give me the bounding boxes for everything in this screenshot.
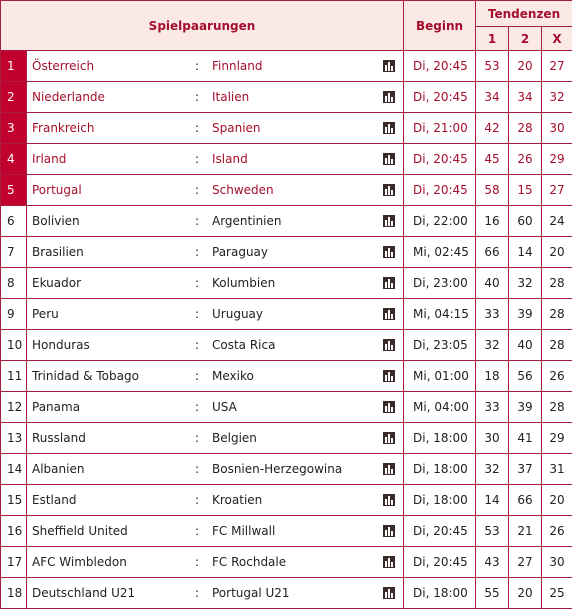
away-team[interactable]: Paraguay xyxy=(212,245,269,259)
away-team[interactable]: Costa Rica xyxy=(212,338,276,352)
row-number: 6 xyxy=(1,206,27,237)
away-team[interactable]: Uruguay xyxy=(212,307,263,321)
tendency-x: 27 xyxy=(542,175,572,206)
table-row[interactable] xyxy=(1,175,572,206)
header-start: Beginn xyxy=(404,1,476,51)
kickoff-time: Mi, 01:00 xyxy=(404,361,476,392)
table-row[interactable] xyxy=(1,299,572,330)
tendency-2: 66 xyxy=(509,485,542,516)
table-row[interactable] xyxy=(1,82,572,113)
kickoff-time: Di, 22:00 xyxy=(404,206,476,237)
statistics-icon[interactable] xyxy=(383,339,395,351)
tendency-2: 20 xyxy=(509,51,542,82)
match-cell[interactable] xyxy=(27,330,404,361)
table-row[interactable] xyxy=(1,578,572,609)
tendency-x: 30 xyxy=(542,547,572,578)
match-cell[interactable] xyxy=(27,144,404,175)
statistics-icon[interactable] xyxy=(383,525,395,537)
separator: : xyxy=(195,214,200,228)
match-cell[interactable] xyxy=(27,578,404,609)
tendency-2: 41 xyxy=(509,423,542,454)
separator: : xyxy=(195,90,200,104)
kickoff-time: Di, 20:45 xyxy=(404,51,476,82)
match-cell[interactable] xyxy=(27,206,404,237)
tendency-2: 28 xyxy=(509,113,542,144)
separator: : xyxy=(195,586,200,600)
table-row[interactable] xyxy=(1,144,572,175)
tendency-x: 29 xyxy=(542,423,572,454)
tendency-x: 29 xyxy=(542,144,572,175)
tendency-2: 32 xyxy=(509,268,542,299)
home-team[interactable]: Irland xyxy=(32,152,67,166)
tendency-1: 32 xyxy=(476,330,509,361)
tendency-2: 37 xyxy=(509,454,542,485)
tendency-2: 20 xyxy=(509,578,542,609)
kickoff-time: Di, 18:00 xyxy=(404,454,476,485)
statistics-icon[interactable] xyxy=(383,60,395,72)
separator: : xyxy=(195,369,200,383)
statistics-icon[interactable] xyxy=(383,556,395,568)
home-team[interactable]: Bolivien xyxy=(32,214,80,228)
tendency-1: 53 xyxy=(476,51,509,82)
kickoff-time: Di, 20:45 xyxy=(404,516,476,547)
home-team[interactable]: Brasilien xyxy=(32,245,84,259)
home-team[interactable]: AFC Wimbledon xyxy=(32,555,127,569)
tendency-1: 58 xyxy=(476,175,509,206)
table-row[interactable] xyxy=(1,454,572,485)
row-number: 14 xyxy=(1,454,27,485)
statistics-icon[interactable] xyxy=(383,91,395,103)
statistics-icon[interactable] xyxy=(383,370,395,382)
tendency-1: 18 xyxy=(476,361,509,392)
separator: : xyxy=(195,338,200,352)
away-team[interactable]: FC Millwall xyxy=(212,524,276,538)
match-cell[interactable] xyxy=(27,268,404,299)
match-cell[interactable] xyxy=(27,485,404,516)
tendency-2: 39 xyxy=(509,392,542,423)
kickoff-time: Di, 18:00 xyxy=(404,423,476,454)
header-tendencies: Tendenzen xyxy=(476,1,572,27)
table-row[interactable] xyxy=(1,330,572,361)
kickoff-time: Di, 18:00 xyxy=(404,485,476,516)
separator: : xyxy=(195,152,200,166)
row-number: 2 xyxy=(1,82,27,113)
away-team[interactable]: Italien xyxy=(212,90,250,104)
header-matches: Spielpaarungen xyxy=(1,1,404,51)
kickoff-time: Mi, 04:15 xyxy=(404,299,476,330)
row-number: 12 xyxy=(1,392,27,423)
kickoff-time: Mi, 02:45 xyxy=(404,237,476,268)
tendency-1: 33 xyxy=(476,392,509,423)
table-row[interactable] xyxy=(1,51,572,82)
tendency-x: 28 xyxy=(542,268,572,299)
match-cell[interactable] xyxy=(27,299,404,330)
tendency-x: 27 xyxy=(542,51,572,82)
statistics-icon[interactable] xyxy=(383,308,395,320)
row-number: 18 xyxy=(1,578,27,609)
match-cell[interactable] xyxy=(27,392,404,423)
statistics-icon[interactable] xyxy=(383,494,395,506)
tendency-x: 26 xyxy=(542,361,572,392)
row-number: 13 xyxy=(1,423,27,454)
kickoff-time: Mi, 04:00 xyxy=(404,392,476,423)
separator: : xyxy=(195,462,200,476)
home-team[interactable]: Estland xyxy=(32,493,77,507)
row-number: 15 xyxy=(1,485,27,516)
statistics-icon[interactable] xyxy=(383,215,395,227)
kickoff-time: Di, 20:45 xyxy=(404,547,476,578)
statistics-icon[interactable] xyxy=(383,153,395,165)
away-team[interactable]: Belgien xyxy=(212,431,257,445)
away-team[interactable]: Schweden xyxy=(212,183,274,197)
kickoff-time: Di, 23:00 xyxy=(404,268,476,299)
table-row[interactable] xyxy=(1,485,572,516)
tendency-x: 28 xyxy=(542,392,572,423)
match-cell[interactable] xyxy=(27,51,404,82)
tendency-x: 20 xyxy=(542,485,572,516)
header-tendency-1: 1 xyxy=(476,27,509,51)
kickoff-time: Di, 20:45 xyxy=(404,144,476,175)
statistics-icon[interactable] xyxy=(383,122,395,134)
tendency-x: 26 xyxy=(542,516,572,547)
tendency-1: 40 xyxy=(476,268,509,299)
home-team[interactable]: Panama xyxy=(32,400,81,414)
match-cell[interactable] xyxy=(27,516,404,547)
home-team[interactable]: Österreich xyxy=(32,59,95,73)
tendency-1: 42 xyxy=(476,113,509,144)
home-team[interactable]: Peru xyxy=(32,307,59,321)
away-team[interactable]: USA xyxy=(212,400,237,414)
tendency-x: 32 xyxy=(542,82,572,113)
away-team[interactable]: Kroatien xyxy=(212,493,263,507)
tendency-x: 20 xyxy=(542,237,572,268)
home-team[interactable]: Niederlande xyxy=(32,90,105,104)
kickoff-time: Di, 20:45 xyxy=(404,82,476,113)
separator: : xyxy=(195,121,200,135)
away-team[interactable]: Mexiko xyxy=(212,369,254,383)
table-row[interactable] xyxy=(1,113,572,144)
home-team[interactable]: Portugal xyxy=(32,183,82,197)
table-row[interactable] xyxy=(1,206,572,237)
table-row[interactable] xyxy=(1,423,572,454)
home-team[interactable]: Albanien xyxy=(32,462,85,476)
home-team[interactable]: Russland xyxy=(32,431,86,445)
tendency-2: 60 xyxy=(509,206,542,237)
row-number: 16 xyxy=(1,516,27,547)
separator: : xyxy=(195,183,200,197)
tendency-x: 24 xyxy=(542,206,572,237)
match-cell[interactable] xyxy=(27,113,404,144)
home-team[interactable]: Deutschland U21 xyxy=(32,586,136,600)
tendency-1: 53 xyxy=(476,516,509,547)
tendency-x: 25 xyxy=(542,578,572,609)
tendency-x: 28 xyxy=(542,299,572,330)
table-row[interactable] xyxy=(1,237,572,268)
statistics-icon[interactable] xyxy=(383,184,395,196)
statistics-icon[interactable] xyxy=(383,432,395,444)
row-number: 10 xyxy=(1,330,27,361)
table-row[interactable] xyxy=(1,361,572,392)
away-team[interactable]: FC Rochdale xyxy=(212,555,287,569)
tendency-1: 55 xyxy=(476,578,509,609)
match-cell[interactable] xyxy=(27,237,404,268)
statistics-icon[interactable] xyxy=(383,277,395,289)
away-team[interactable]: Kolumbien xyxy=(212,276,276,290)
tendency-2: 34 xyxy=(509,82,542,113)
match-cell[interactable] xyxy=(27,175,404,206)
kickoff-time: Di, 21:00 xyxy=(404,113,476,144)
separator: : xyxy=(195,555,200,569)
tendency-1: 43 xyxy=(476,547,509,578)
match-cell[interactable] xyxy=(27,82,404,113)
header-tendency-2: 2 xyxy=(509,27,542,51)
tendency-1: 45 xyxy=(476,144,509,175)
row-number: 5 xyxy=(1,175,27,206)
row-number: 17 xyxy=(1,547,27,578)
row-number: 7 xyxy=(1,237,27,268)
tendency-1: 32 xyxy=(476,454,509,485)
match-cell[interactable] xyxy=(27,361,404,392)
row-number: 1 xyxy=(1,51,27,82)
home-team[interactable]: Ekuador xyxy=(32,276,82,290)
header-tendency-x: X xyxy=(542,27,572,51)
kickoff-time: Di, 18:00 xyxy=(404,578,476,609)
tendency-1: 16 xyxy=(476,206,509,237)
tendency-2: 39 xyxy=(509,299,542,330)
kickoff-time: Di, 20:45 xyxy=(404,175,476,206)
tendency-2: 15 xyxy=(509,175,542,206)
tendency-2: 14 xyxy=(509,237,542,268)
statistics-icon[interactable] xyxy=(383,246,395,258)
row-number: 3 xyxy=(1,113,27,144)
separator: : xyxy=(195,59,200,73)
table-row[interactable] xyxy=(1,268,572,299)
tendency-1: 33 xyxy=(476,299,509,330)
separator: : xyxy=(195,431,200,445)
table-row[interactable] xyxy=(1,547,572,578)
row-number: 9 xyxy=(1,299,27,330)
tendency-1: 14 xyxy=(476,485,509,516)
home-team[interactable]: Sheffield United xyxy=(32,524,128,538)
row-number: 11 xyxy=(1,361,27,392)
separator: : xyxy=(195,524,200,538)
tendency-2: 56 xyxy=(509,361,542,392)
separator: : xyxy=(195,400,200,414)
away-team[interactable]: Spanien xyxy=(212,121,261,135)
separator: : xyxy=(195,245,200,259)
statistics-icon[interactable] xyxy=(383,463,395,475)
match-cell[interactable] xyxy=(27,547,404,578)
separator: : xyxy=(195,276,200,290)
home-team[interactable]: Honduras xyxy=(32,338,90,352)
row-number: 4 xyxy=(1,144,27,175)
tendency-x: 30 xyxy=(542,113,572,144)
away-team[interactable]: Bosnien-Herzegowina xyxy=(212,462,343,476)
separator: : xyxy=(195,493,200,507)
tendency-1: 66 xyxy=(476,237,509,268)
home-team[interactable]: Frankreich xyxy=(32,121,95,135)
away-team[interactable]: Island xyxy=(212,152,248,166)
statistics-icon[interactable] xyxy=(383,401,395,413)
tendency-1: 34 xyxy=(476,82,509,113)
tendency-2: 40 xyxy=(509,330,542,361)
tendency-2: 21 xyxy=(509,516,542,547)
separator: : xyxy=(195,307,200,321)
away-team[interactable]: Portugal U21 xyxy=(212,586,290,600)
tendency-x: 31 xyxy=(542,454,572,485)
kickoff-time: Di, 23:05 xyxy=(404,330,476,361)
match-cell[interactable] xyxy=(27,454,404,485)
away-team[interactable]: Finnland xyxy=(212,59,263,73)
match-cell[interactable] xyxy=(27,423,404,454)
tendency-1: 30 xyxy=(476,423,509,454)
home-team[interactable]: Trinidad & Tobago xyxy=(32,369,139,383)
table-row[interactable] xyxy=(1,516,572,547)
tendency-2: 27 xyxy=(509,547,542,578)
statistics-icon[interactable] xyxy=(383,587,395,599)
table-row[interactable] xyxy=(1,392,572,423)
match-rows xyxy=(1,51,572,609)
tendency-x: 28 xyxy=(542,330,572,361)
row-number: 8 xyxy=(1,268,27,299)
tendency-2: 26 xyxy=(509,144,542,175)
away-team[interactable]: Argentinien xyxy=(212,214,282,228)
